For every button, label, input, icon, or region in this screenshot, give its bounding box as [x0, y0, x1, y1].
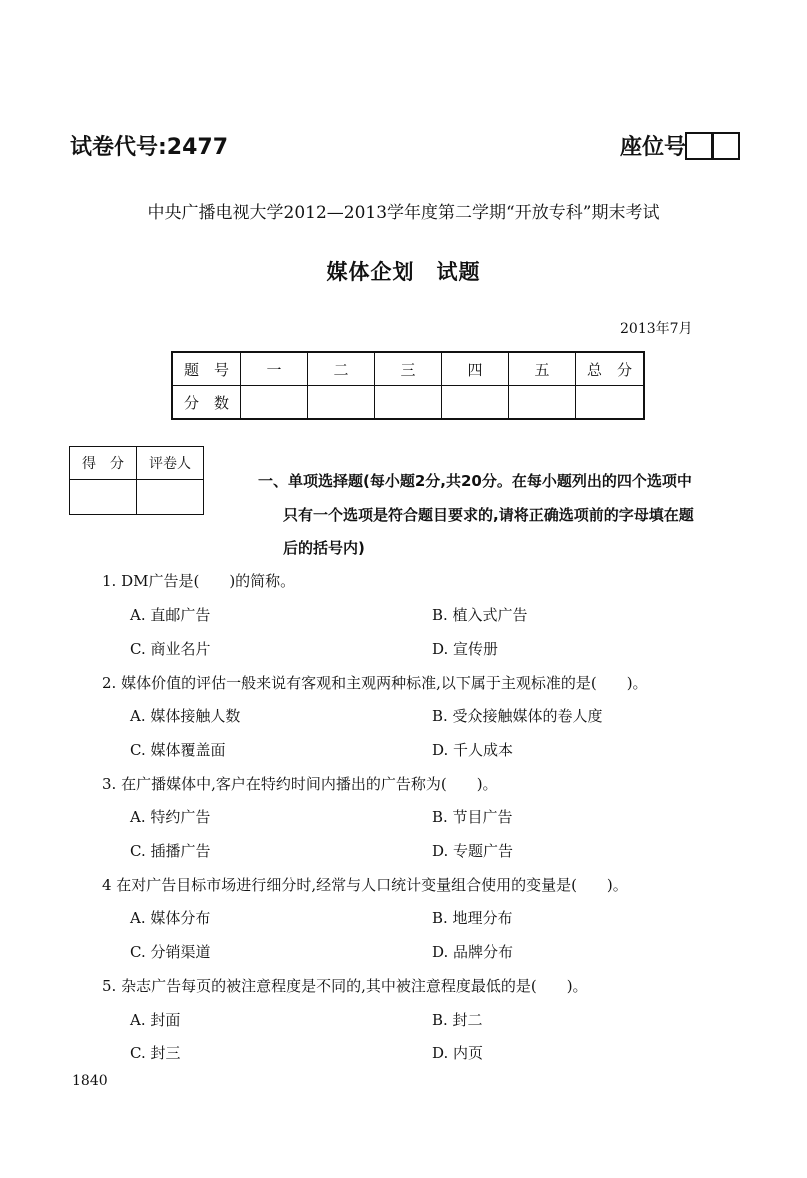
option-a: A. 封面: [130, 1011, 181, 1029]
option-d: D. 内页: [432, 1044, 484, 1062]
option-b: B. 地理分布: [432, 909, 513, 927]
score-cell: 一: [241, 352, 308, 386]
option-c: C. 插播广告: [130, 842, 211, 860]
question-stem: 1. DM广告是( )的简称。: [102, 572, 296, 590]
option-d: D. 宣传册: [432, 640, 499, 658]
option-d: D. 品牌分布: [432, 943, 514, 961]
score-cell: 四: [442, 352, 509, 386]
exam-date: 2013年7月: [620, 321, 693, 337]
option-d: D. 千人成本: [432, 741, 514, 759]
score-cell: 题 号: [172, 352, 241, 386]
section-instruction-line: 只有一个选项是符合题目要求的,请将正确选项前的字母填在题: [283, 506, 694, 524]
question-stem: 4 在对广告目标市场进行细分时,经常与人口统计变量组合使用的变量是( )。: [102, 876, 628, 894]
option-c: C. 商业名片: [130, 640, 211, 658]
grader-name-label: 评卷人: [137, 447, 204, 480]
option-b: B. 节目广告: [432, 808, 513, 826]
option-a: A. 直邮广告: [130, 606, 211, 624]
option-a: A. 媒体分布: [130, 909, 211, 927]
university-line: 中央广播电视大学2012—2013学年度第二学期“开放专科”期末考试: [147, 203, 660, 223]
score-table: [171, 351, 645, 420]
paper-code: 试卷代号:2477: [70, 135, 229, 160]
option-d: D. 专题广告: [432, 842, 514, 860]
option-a: A. 媒体接触人数: [130, 707, 241, 725]
score-input-cell: [241, 386, 308, 420]
score-cell: 分 数: [172, 386, 241, 420]
seat-box: [712, 132, 740, 160]
score-input-cell: [308, 386, 375, 420]
grader-score-cell: [70, 480, 137, 515]
page-number: 1840: [72, 1073, 108, 1089]
question-stem: 2. 媒体价值的评估一般来说有客观和主观两种标准,以下属于主观标准的是( )。: [102, 674, 648, 692]
seat-box: [685, 132, 713, 160]
option-a: A. 特约广告: [130, 808, 211, 826]
option-c: C. 分销渠道: [130, 943, 211, 961]
exam-title: 媒体企划 试题: [326, 260, 481, 284]
option-b: B. 封二: [432, 1011, 483, 1029]
score-table-header-row: [172, 352, 644, 386]
question-stem: 5. 杂志广告每页的被注意程度是不同的,其中被注意程度最低的是( )。: [102, 977, 588, 995]
option-c: C. 媒体覆盖面: [130, 741, 226, 759]
score-cell: 总 分: [576, 352, 645, 386]
option-b: B. 受众接触媒体的卷人度: [432, 707, 603, 725]
section-instruction-line: 后的括号内): [283, 539, 365, 557]
score-cell: 五: [509, 352, 576, 386]
score-input-cell: [509, 386, 576, 420]
score-table-value-row: [172, 386, 644, 420]
option-b: B. 植入式广告: [432, 606, 528, 624]
score-cell: 三: [375, 352, 442, 386]
seat-label: 座位号: [620, 135, 687, 160]
question-stem: 3. 在广播媒体中,客户在特约时间内播出的广告称为( )。: [102, 775, 498, 793]
grader-name-cell: [137, 480, 204, 515]
score-input-cell: [576, 386, 645, 420]
grader-table: [69, 446, 204, 515]
score-cell: 二: [308, 352, 375, 386]
section-instruction-line: 一、单项选择题(每小题2分,共20分。在每小题列出的四个选项中: [258, 472, 692, 490]
option-c: C. 封三: [130, 1044, 181, 1062]
score-input-cell: [442, 386, 509, 420]
grader-score-label: 得 分: [70, 447, 137, 480]
score-input-cell: [375, 386, 442, 420]
seat-number: [620, 130, 740, 161]
